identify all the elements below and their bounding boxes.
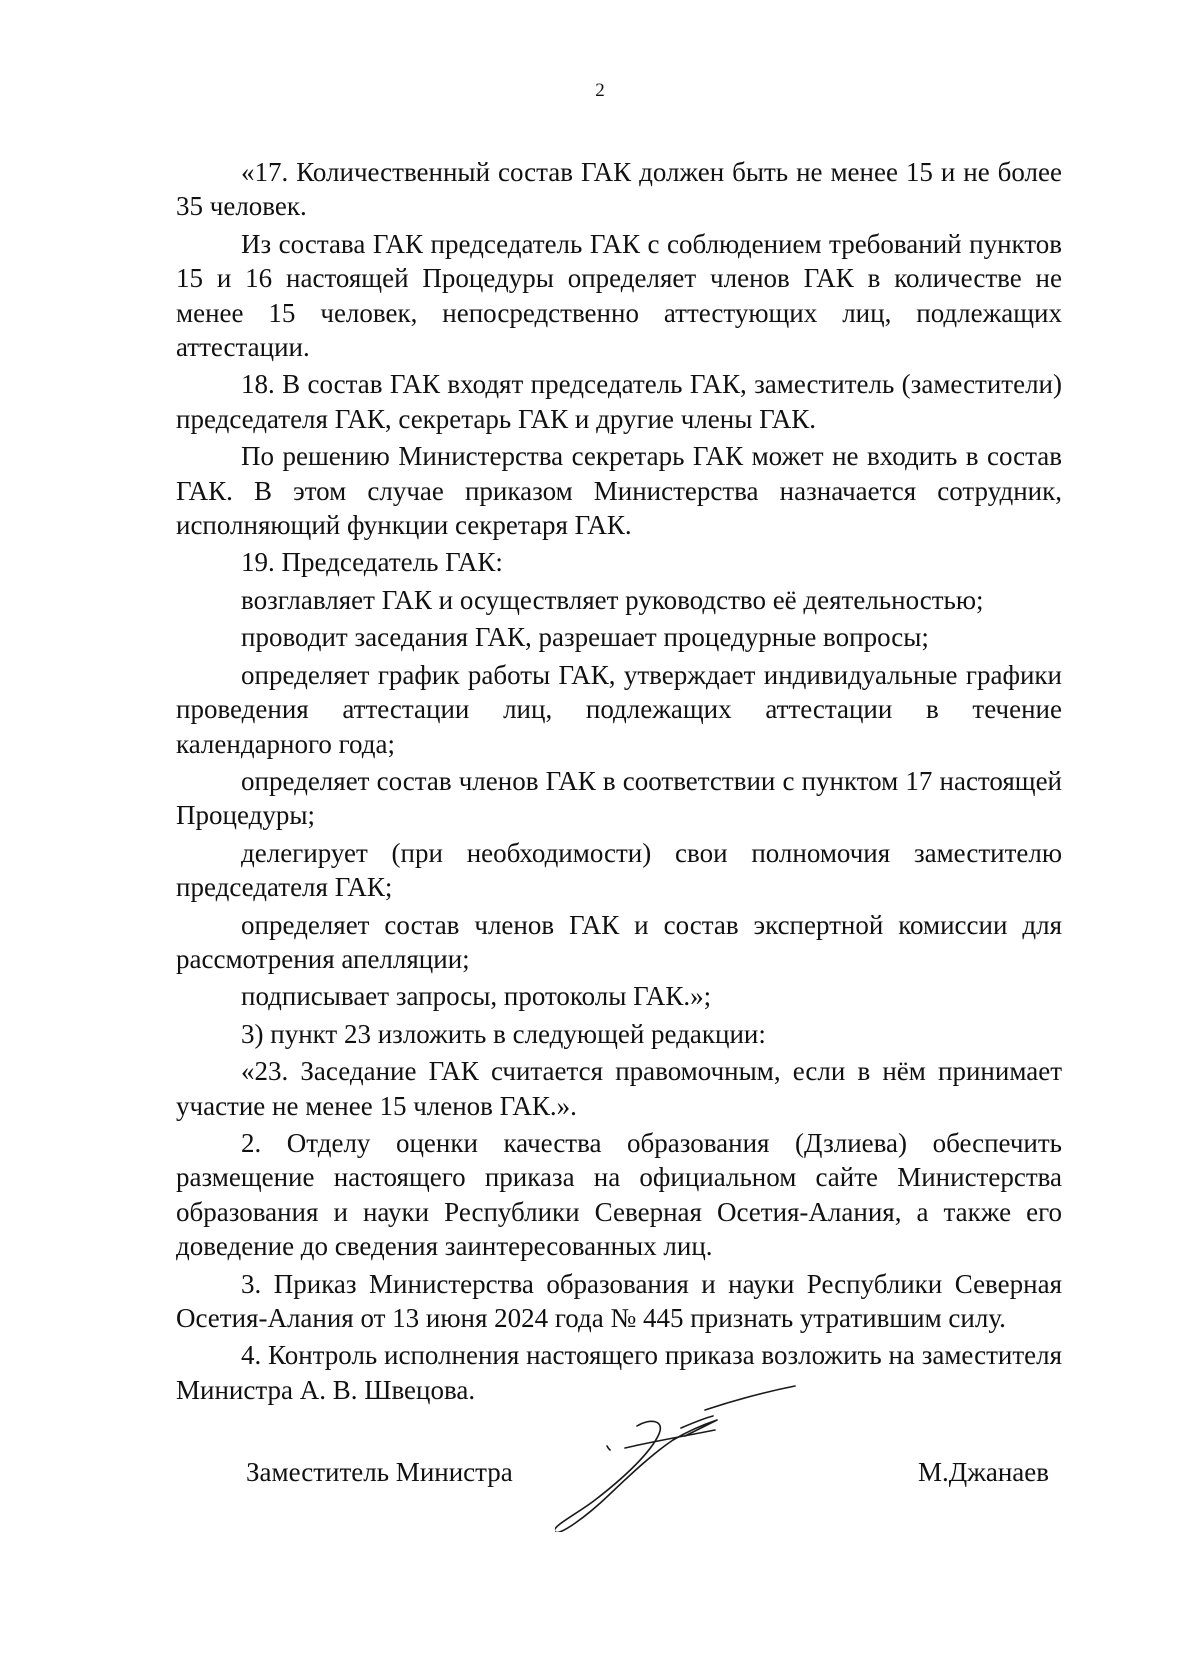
- signature-block: [0, 1420, 1200, 1540]
- paragraph: 3) пункт 23 изложить в следующей редакции:: [241, 1018, 766, 1049]
- paragraph: «23. Заседание ГАК считается правомочным, если в нём принимает участие не менее 15 членов ГАК.».: [176, 1056, 1062, 1121]
- paragraph: 2. Отделу оценки качества образования (Дзлиева) обеспечить размещение настоящего приказа на официальном сайте Министерства образования и науки Республики Северная Осетия-Алания, а также его доведение до сведения заинтересованных лиц.: [176, 1127, 1062, 1262]
- paragraph: проводит заседания ГАК, разрешает процедурные вопросы;: [241, 622, 929, 653]
- paragraph: 18. В состав ГАК входят председатель ГАК, заместитель (заместители) председателя ГАК, секретарь ГАК и другие члены ГАК.: [176, 369, 1062, 434]
- paragraph: возглавляет ГАК и осуществляет руководство её деятельностью;: [241, 584, 984, 615]
- paragraph: определяет состав членов ГАК и состав экспертной комиссии для рассмотрения апелляции;: [176, 909, 1062, 974]
- paragraph: Из состава ГАК председатель ГАК с соблюдением требований пунктов 15 и 16 настоящей Процедуры определяет членов ГАК в количестве не менее 15 человек, непосредственно аттестующих лиц, подлежащих аттестации.: [176, 228, 1062, 363]
- paragraph: «17. Количественный состав ГАК должен быть не менее 15 и не более 35 человек.: [176, 157, 1062, 222]
- paragraph: 19. Председатель ГАК:: [241, 547, 503, 578]
- paragraph: 3. Приказ Министерства образования и науки Республики Северная Осетия-Алания от 13 июня 2024 года № 445 признать утратившим силу.: [176, 1268, 1062, 1333]
- paragraph: делегирует (при необходимости) свои полномочия заместителю председателя ГАК;: [176, 837, 1062, 903]
- signatory-position: Заместитель Министра: [246, 1457, 513, 1487]
- paragraph: определяет состав членов ГАК в соответствии с пунктом 17 настоящей Процедуры;: [176, 765, 1062, 831]
- paragraph: подписывает запросы, протоколы ГАК.»;: [241, 981, 712, 1012]
- signatory-name: М.Джанаев: [918, 1457, 1049, 1487]
- handwritten-signature: [555, 1382, 805, 1532]
- paragraph: 4. Контроль исполнения настоящего приказа возложить на заместителя Министра А. В. Швецова.: [176, 1340, 1062, 1405]
- page-number: 2: [595, 80, 605, 101]
- paragraph: По решению Министерства секретарь ГАК может не входить в состав ГАК. В этом случае приказом Министерства назначается сотрудник, исполняющий функции секретаря ГАК.: [176, 441, 1062, 541]
- document-body: [176, 155, 1062, 1410]
- paragraph: определяет график работы ГАК, утверждает индивидуальные графики проведения аттестации лиц, подлежащих аттестации в течение календарного года;: [176, 659, 1062, 759]
